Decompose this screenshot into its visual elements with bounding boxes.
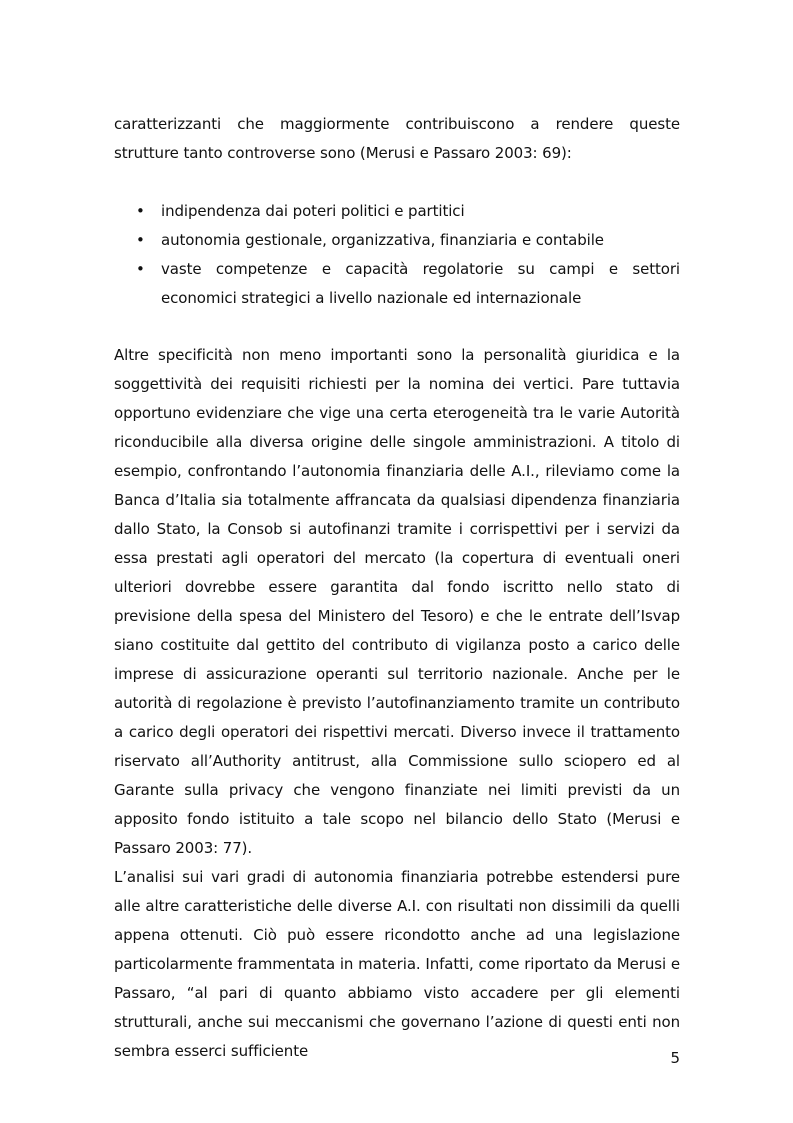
bullet-text: autonomia gestionale, organizzativa, finanziaria e contabile xyxy=(161,231,604,249)
bullet-item-independence xyxy=(114,197,680,226)
bullet-dot-icon: • xyxy=(136,202,145,220)
bullet-dot-icon: • xyxy=(136,260,145,278)
bullet-item-autonomy xyxy=(114,226,680,255)
bullet-text: indipendenza dai poteri politici e partitici xyxy=(161,202,465,220)
page-number: 5 xyxy=(670,1049,680,1067)
body-paragraph-analysis: L’analisi sui vari gradi di autonomia finanziaria potrebbe estendersi pure alle altre caratteristiche delle diverse A.I. con risultati non dissimili da quelli appena ottenuti. Ciò può essere ricondotto anche ad una legislazione particolarmente frammentata in materia. Infatti, come riportato da Merusi e Passaro, “al pari di quanto abbiamo visto accadere per gli elementi strutturali, anche sui meccanismi che governano l’azione di questi enti non sembra esserci sufficiente xyxy=(114,868,680,1060)
main-text-block xyxy=(114,341,680,1066)
body-paragraph-specificities: Altre specificità non meno importanti sono la personalità giuridica e la soggettività dei requisiti richiesti per la nomina dei vertici. Pare tuttavia opportuno evidenziare che vige una certa eterogeneità tra le varie Autorità riconducibile alla diversa origine delle singole amministrazioni. A titolo di esempio, confrontando l’autonomia finanziaria delle A.I., rileviamo come la Banca d’Italia sia totalmente affrancata da qualsiasi dipendenza finanziaria dallo Stato, la Consob si autofinanzi tramite i corrispettivi per i servizi da essa prestati agli operatori del mercato (la copertura di eventuali oneri ulteriori dovrebbe essere garantita dal fondo iscritto nello stato di previsione della spesa del Ministero del Tesoro) e che le entrate dell’Isvap siano costituite dal gettito del contributo di vigilanza posto a carico delle imprese di assicurazione operanti sul territorio nazionale. Anche per le autorità di regolazione è previsto l’autofinanziamento tramite un contributo a carico degli operatori dei rispettivi mercati. Diverso invece il trattamento riservato all’Authority antitrust, alla Commissione sullo sciopero ed al Garante sulla privacy che vengono finanziate nei limiti previsti da un apposito fondo istituito a tale scopo nel bilancio dello Stato (Merusi e Passaro 2003: 77). xyxy=(114,346,680,857)
bullet-text: vaste competenze e capacità regolatorie su campi e settori economici strategici a livello nazionale ed internazionale xyxy=(161,260,680,307)
bullet-list xyxy=(114,197,680,313)
bullet-item-competences xyxy=(114,255,680,313)
intro-paragraph: caratterizzanti che maggiormente contribuiscono a rendere queste strutture tanto controverse sono (Merusi e Passaro 2003: 69): xyxy=(114,115,680,162)
intro-paragraph-block xyxy=(114,110,680,168)
bullet-dot-icon: • xyxy=(136,231,145,249)
